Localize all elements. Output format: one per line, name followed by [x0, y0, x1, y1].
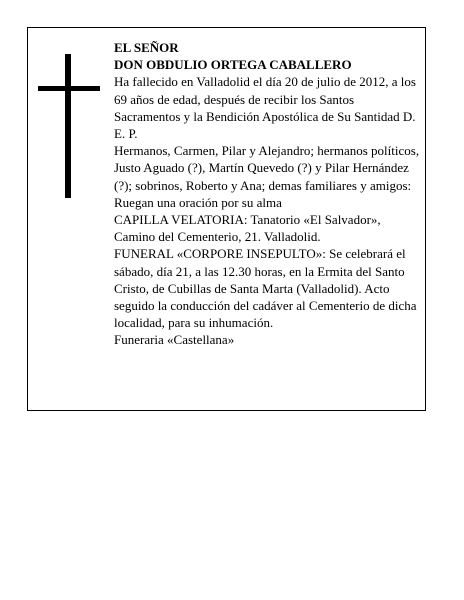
- latin-cross-icon: [38, 54, 100, 198]
- funeral-home: Funeraria «Castellana»: [114, 332, 235, 348]
- cross-horizontal-bar: [38, 86, 100, 91]
- prayer-request: Ruegan una oración por su alma: [114, 194, 282, 210]
- death-announcement: Ha fallecido en Valladolid el día 20 de julio de 2012, a los 69 años de edad, después de recibir los Santos Sacramentos y la Bendición Apostólica de Su Santidad D. E. P.: [114, 74, 416, 142]
- notice-title: EL SEÑOR: [114, 40, 179, 55]
- deceased-name: DON OBDULIO ORTEGA CABALLERO: [114, 57, 352, 73]
- funeral-info: FUNERAL «CORPORE INSEPULTO»: Se celebrará el sábado, día 21, a las 12.30 horas, en la Ermita del Santo Cristo, de Cubillas de Santa Marta (Valladolid). Acto seguido la conducción del cadáver al Cementerio de dicha localidad, para su inhumación.: [114, 246, 417, 331]
- family-list: Hermanos, Carmen, Pilar y Alejandro; hermanos políticos, Justo Aguado (?), Martín Quevedo (?) y Pilar Hernández (?); sobrinos, Roberto y Ana; demas familiares y amigos:: [114, 143, 420, 193]
- cross-vertical-bar: [65, 54, 71, 198]
- chapel-info: CAPILLA VELATORIA: Tanatorio «El Salvador», Camino del Cementerio, 21. Valladolid.: [114, 212, 381, 245]
- obituary-text: [114, 39, 420, 349]
